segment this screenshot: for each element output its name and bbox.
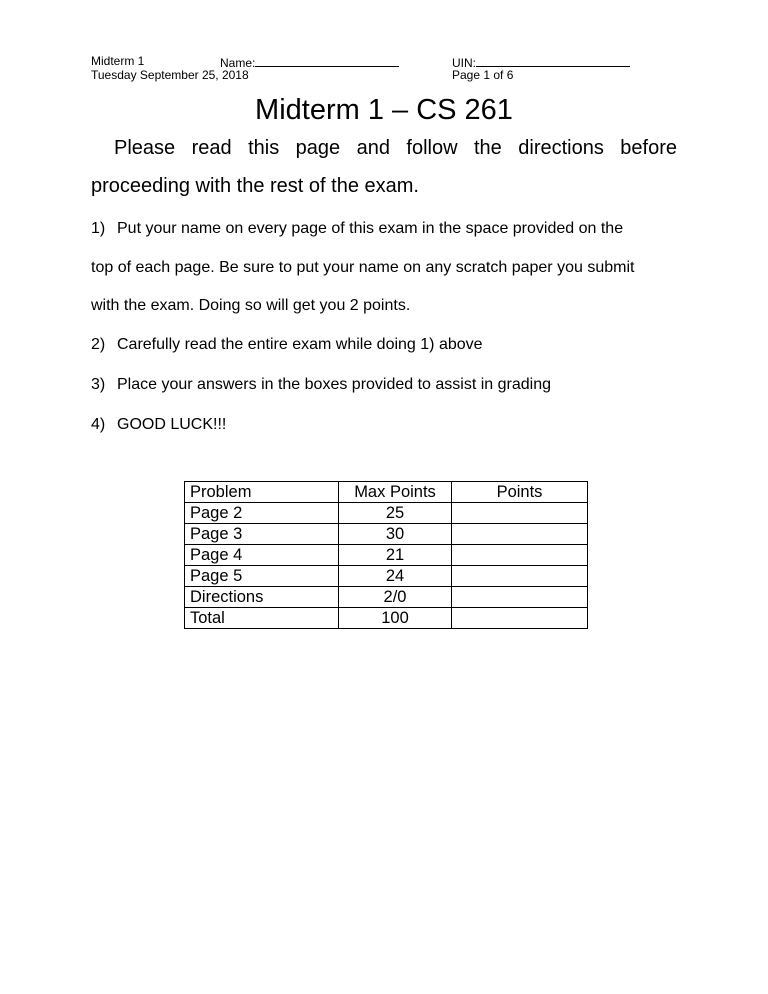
column-header-problem: Problem (185, 482, 339, 503)
table-row (185, 545, 588, 566)
points-cell[interactable] (452, 503, 588, 524)
column-header-points: Points (452, 482, 588, 503)
direction-continuation: with the exam. Doing so will get you 2 points. (91, 297, 411, 314)
direction-text: Carefully read the entire exam while doing 1) above (117, 336, 483, 353)
direction-text: Put your name on every page of this exam in the space provided on the (117, 220, 624, 237)
max-points-cell: 24 (339, 566, 452, 587)
page-indicator: Page 1 of 6 (452, 68, 514, 82)
table-row (185, 608, 588, 629)
direction-text: Place your answers in the boxes provided to assist in grading (117, 376, 552, 393)
score-table (184, 481, 588, 629)
uin-blank-line[interactable] (476, 54, 630, 67)
column-header-max-points: Max Points (339, 482, 452, 503)
direction-item (91, 415, 226, 435)
name-blank-line[interactable] (255, 54, 399, 67)
table-row (185, 524, 588, 545)
problem-cell: Page 3 (185, 524, 339, 545)
points-cell[interactable] (452, 608, 588, 629)
problem-cell: Page 5 (185, 566, 339, 587)
intro-line-2: proceeding with the rest of the exam. (91, 175, 419, 197)
direction-number: 4) (91, 416, 106, 433)
exam-date: Tuesday September 25, 2018 (91, 68, 249, 82)
table-row (185, 503, 588, 524)
max-points-cell: 2/0 (339, 587, 452, 608)
points-cell[interactable] (452, 545, 588, 566)
points-cell[interactable] (452, 524, 588, 545)
points-cell[interactable] (452, 566, 588, 587)
problem-cell: Page 4 (185, 545, 339, 566)
direction-number: 1) (91, 220, 106, 237)
max-points-cell: 30 (339, 524, 452, 545)
max-points-cell: 25 (339, 503, 452, 524)
direction-item (91, 335, 483, 355)
max-points-cell: 21 (339, 545, 452, 566)
intro-line-1: Please read this page and follow the directions before (114, 137, 677, 159)
points-cell[interactable] (452, 587, 588, 608)
problem-cell: Directions (185, 587, 339, 608)
exam-label: Midterm 1 (91, 54, 145, 68)
page-title: Midterm 1 – CS 261 (255, 94, 513, 126)
table-row (185, 566, 588, 587)
direction-item (91, 375, 551, 395)
problem-cell: Page 2 (185, 503, 339, 524)
direction-number: 3) (91, 376, 106, 393)
problem-cell: Total (185, 608, 339, 629)
uin-label: UIN: (452, 56, 476, 70)
max-points-cell: 100 (339, 608, 452, 629)
direction-number: 2) (91, 336, 106, 353)
direction-item (91, 219, 623, 239)
direction-text: GOOD LUCK!!! (117, 416, 227, 433)
name-label: Name: (220, 56, 256, 70)
table-row (185, 587, 588, 608)
direction-continuation: top of each page. Be sure to put your name on any scratch paper you submit (91, 259, 635, 276)
table-header-row (185, 482, 588, 503)
